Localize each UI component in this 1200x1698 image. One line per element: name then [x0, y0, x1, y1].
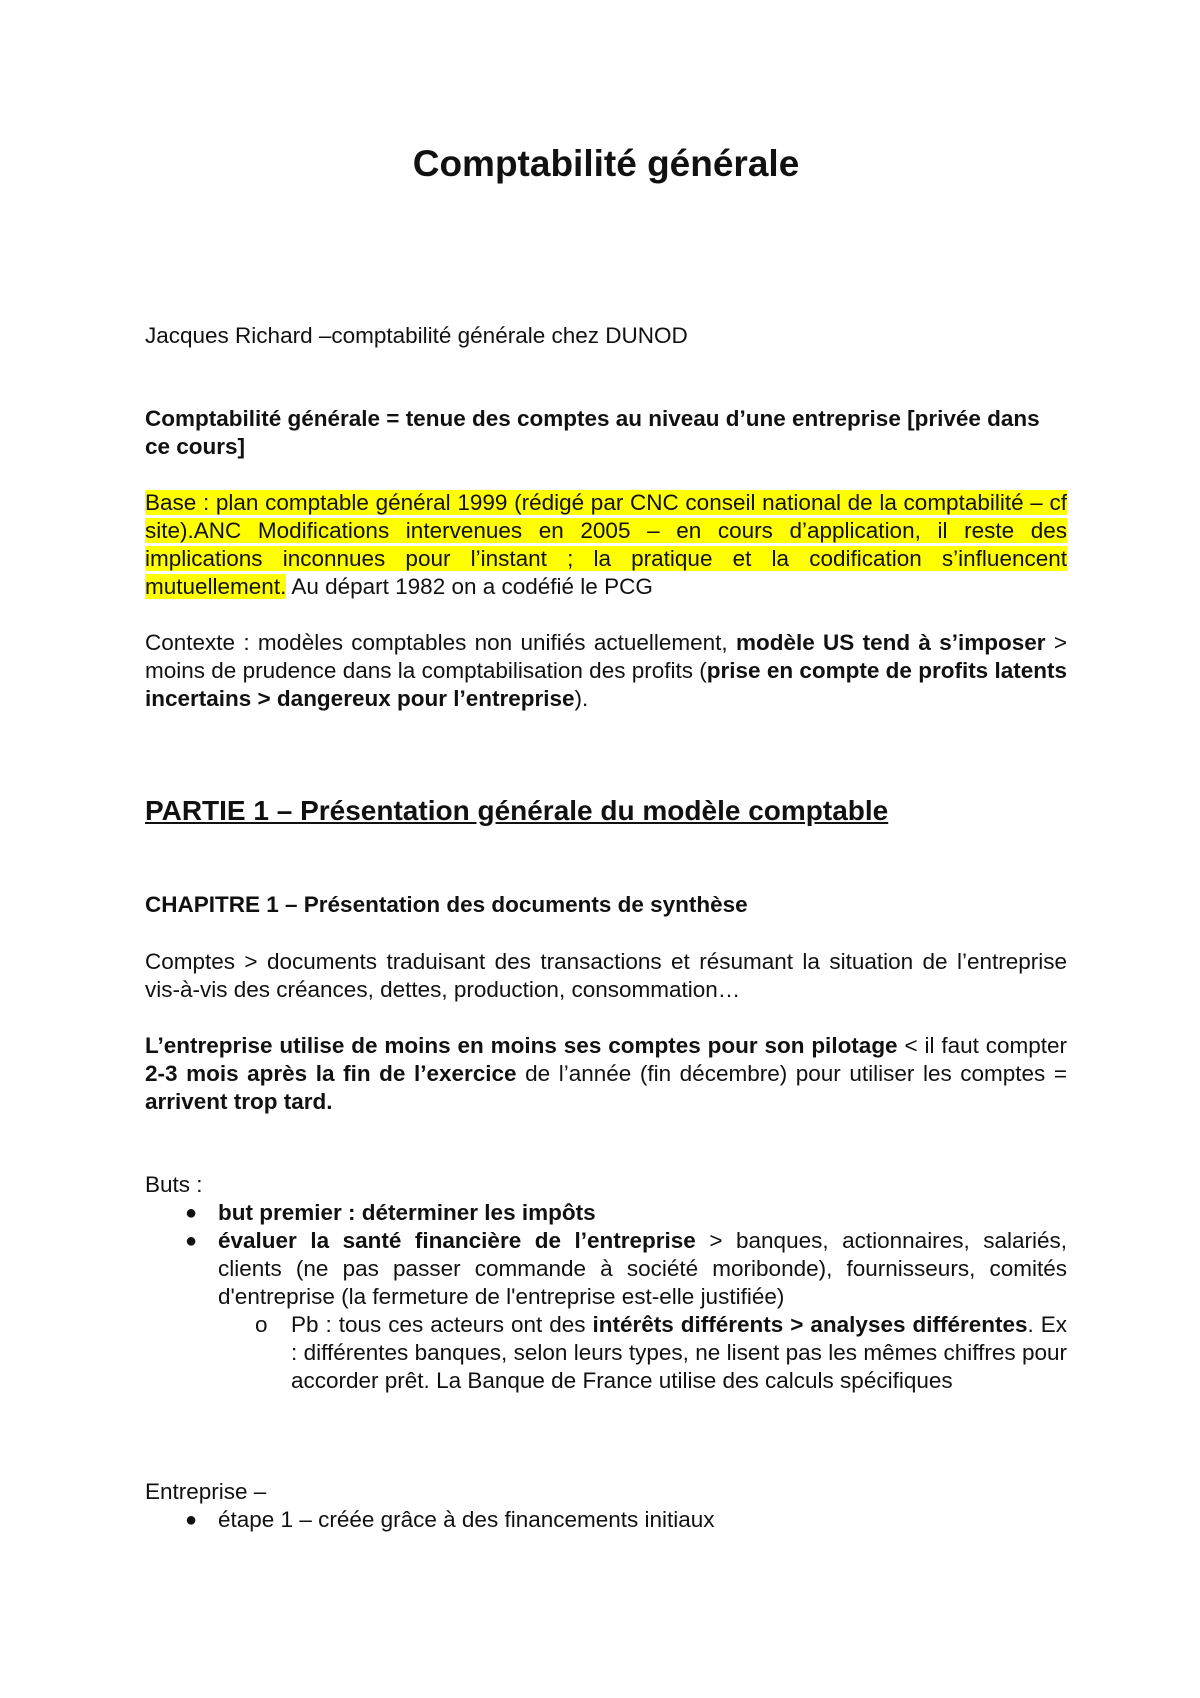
buts-label: Buts : — [145, 1172, 203, 1197]
pilotage-text-1: < il faut compter — [897, 1033, 1067, 1058]
contexte-bold-2: prise en compte de profits latents incertains > dangereux pour l’entreprise — [145, 658, 1067, 711]
entreprise-section — [145, 1478, 1067, 1534]
buts-section — [145, 1171, 1067, 1395]
definition-paragraph: Comptabilité générale = tenue des comptes au niveau d’une entreprise [privée dans ce cours] — [145, 406, 1040, 459]
list-item — [145, 1227, 1067, 1311]
partie-heading: PARTIE 1 – Présentation générale du modèle comptable — [145, 795, 889, 826]
base-rest-text: Au départ 1982 on a codéfié le PCG — [286, 574, 653, 599]
sub-text-2: . Ex : différentes banques, selon leurs types, ne lisent pas les mêmes chiffres pour accorder prêt. La Banque de France utilise des calculs spécifiques — [291, 1312, 1067, 1393]
base-paragraph — [145, 489, 1067, 601]
bullet-icon: ● — [185, 1202, 198, 1224]
contexte-text-3: ). — [574, 686, 589, 711]
entreprise-label: Entreprise – — [145, 1479, 267, 1504]
sub-list-item — [145, 1311, 1067, 1395]
chapitre-heading: CHAPITRE 1 – Présentation des documents de synthèse — [145, 892, 748, 917]
list-item-bold: but premier : déterminer les impôts — [218, 1200, 596, 1225]
pilotage-bold-1: L’entreprise utilise de moins en moins ses comptes pour son pilotage — [145, 1033, 898, 1058]
contexte-text-1: Contexte : modèles comptables non unifiés actuellement, — [145, 630, 736, 655]
contexte-text-2: > moins de prudence dans la comptabilisation des profits ( — [145, 630, 1067, 683]
highlighted-text: Base : plan comptable général 1999 (rédigé par CNC conseil national de la comptabilité – cf site).ANC Modifications intervenues en 2005 – en cours d’application, il reste des implications inconnues pour l’instant ; la pratique et la codification s’influencent mutuellement. — [145, 490, 1067, 599]
list-item-bold: évaluer la santé financière de l’entreprise — [218, 1228, 696, 1253]
contexte-bold-1: modèle US tend à s’imposer — [735, 630, 1046, 655]
circle-bullet-icon: o — [255, 1312, 268, 1337]
document-title: Comptabilité générale — [412, 143, 800, 184]
bullet-icon: ● — [185, 1230, 198, 1252]
pilotage-bold-3: arrivent trop tard. — [145, 1089, 333, 1114]
sub-bold-1: intérêts différents > analyses différentes — [592, 1312, 1028, 1337]
pilotage-bold-2: 2-3 mois après la fin de l’exercice — [145, 1061, 517, 1086]
list-item-text: > banques, actionnaires, salariés, clients (ne pas passer commande à société moribonde), fournisseurs, comités d'entreprise (la fermeture de l'entreprise est-elle justifiée) — [218, 1228, 1067, 1309]
bullet-icon: ● — [185, 1509, 198, 1531]
list-item-text: étape 1 – créée grâce à des financements initiaux — [218, 1507, 715, 1532]
contexte-paragraph — [145, 629, 1067, 713]
reference-line: Jacques Richard –comptabilité générale chez DUNOD — [145, 323, 688, 348]
list-item — [145, 1199, 1067, 1227]
sub-text-1: Pb : tous ces acteurs ont des — [291, 1312, 593, 1337]
pilotage-paragraph — [145, 1032, 1067, 1116]
pilotage-text-2: de l’année (fin décembre) pour utiliser les comptes = — [516, 1061, 1068, 1086]
list-item — [145, 1506, 1067, 1534]
comptes-paragraph: Comptes > documents traduisant des transactions et résumant la situation de l’entreprise vis-à-vis des créances, dettes, production, consommation… — [145, 949, 1067, 1002]
